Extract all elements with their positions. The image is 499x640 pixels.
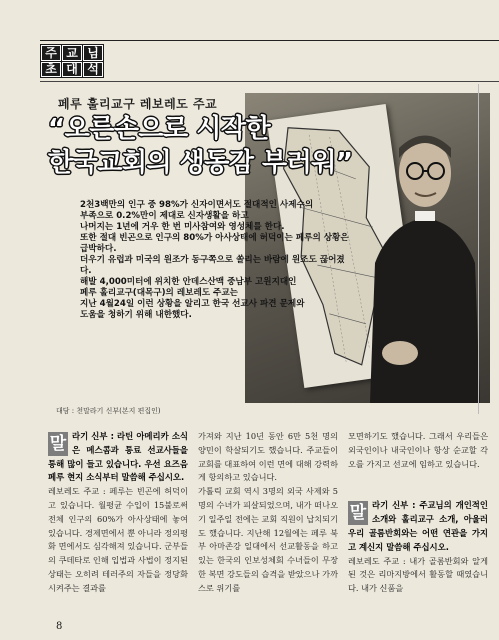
intro-line: 더우기 유럽과 미국의 원조가 동구쪽으로 쏠리는 바람에 원조도 끊어졌다.: [80, 255, 345, 276]
section-badge: [40, 44, 104, 78]
badge-char: 석: [83, 62, 103, 78]
interviewer-question: 라기 신부 : 라틴 아메리카 소식은 메스콤과 통료 선교사들을 통해 많이 들고 있습니다. 우선 요즈음 페루 현지 소식부터 말씀해 주십시오.: [48, 431, 188, 483]
article-column-1: [48, 430, 188, 620]
header-rule-bottom: [40, 81, 499, 82]
badge-char: 초: [41, 62, 61, 78]
page-number: 8: [56, 621, 63, 632]
intro-line: 해발 4,000미터에 위치한 안데스산맥 중남부 고원지대인: [80, 277, 297, 287]
intro-line: 나머지는 1년에 거우 한 번 미사참여와 영성체를 한다.: [80, 222, 285, 232]
bishop-figure: [370, 113, 480, 403]
drop-cap: 말: [48, 432, 68, 456]
headline-line-1: “오른손으로 시작한: [48, 114, 271, 144]
interviewer-question: 라기 신부 : 주교님의 개인적인 소개와 훌리교구 소개, 아울러 우리 골롬반회와는 어떤 연관을 가지고 계신지 말씀해 주십시오.: [348, 500, 488, 552]
intro-line: 페루 훌리교구(대목구)의 레보레도 주교는: [80, 288, 238, 298]
intro-line: 2천3백만의 인구 중 98%가 신자이면서도 절대적인 사제수의: [80, 200, 314, 210]
header-rule-top: [40, 40, 499, 41]
article-column-3: [348, 430, 488, 620]
drop-cap: 말: [348, 501, 368, 525]
article-body: [48, 430, 488, 620]
margin-rule: [478, 84, 479, 414]
body-paragraph: 가톨릭 교회 역시 3명의 외국 사제와 5명의 수녀가 피살되었으며, 내가 떠나오기 일주일 전에는 교회 직원이 납치되기도 했습니다. 지난해 12월에는 페루 북부 아마존강 일대에서 선교활동을 하고 있는 한국의 인보성체회 수녀들이 무장한 복면 강도들의 습격을 받았으나 가까스로 위기를: [198, 486, 338, 593]
bishop-answer: 레보레도 주교 : 페루는 빈곤에 허덕이고 있습니다. 월평균 수입이 15불로써 전체 인구의 60%가 아사상태에 놓여 있습니다. 경제면에서 뿐 아니라 정의평화 면에서도 심각해져 있습니다. 군부들의 쿠데타로 인해 입법과 사법이 정지된 상태는 오히려 테러주의 자들을 정당화 시켜주는 결과를: [48, 486, 188, 593]
article-column-2: [198, 430, 338, 620]
badge-char: 님: [83, 45, 103, 61]
intro-line: 도움을 청하기 위해 내한했다.: [80, 310, 192, 320]
kicker-line: 페루 훌리교구 레보레도 주교: [58, 97, 218, 111]
badge-char: 교: [62, 45, 82, 61]
headline: [48, 112, 358, 180]
badge-char: 대: [62, 62, 82, 78]
headline-line-2: 한국교회의 생동감 부러워”: [48, 148, 353, 178]
body-paragraph: 모면하기도 했습니다. 그래서 우리들은 외국인이나 내국인이나 항상 순교할 각오를 가지고 선교에 임하고 있습니다.: [348, 431, 488, 469]
intro-summary: [80, 200, 355, 321]
body-paragraph: 가져와 지난 10년 동안 6만 5천 명의 양민이 학살되기도 했습니다. 주교들이 교회를 대표하여 이런 면에 대해 강력하게 항의하고 있습니다.: [198, 431, 338, 483]
intro-line: 지난 4월24일 이런 상황을 알리고 한국 선교사 파견 문제와: [80, 299, 305, 309]
bishop-answer: 레보레도 주교 : 내가 골롬반회와 알게 된 것은 리마지방에서 활동할 때였습니다. 내가 신품을: [348, 555, 488, 594]
intro-line: 또한 절대 빈곤으로 인구의 80%가 아사상태에 허덕이는 페루의 상황은 급박하다.: [80, 233, 349, 254]
photo-caption: 대담 : 천말라기 신부(본지 편집인): [56, 407, 161, 415]
intro-line: 부족으로 0.2%만이 제대로 신자생활을 하고: [80, 211, 249, 221]
badge-char: 주: [41, 45, 61, 61]
